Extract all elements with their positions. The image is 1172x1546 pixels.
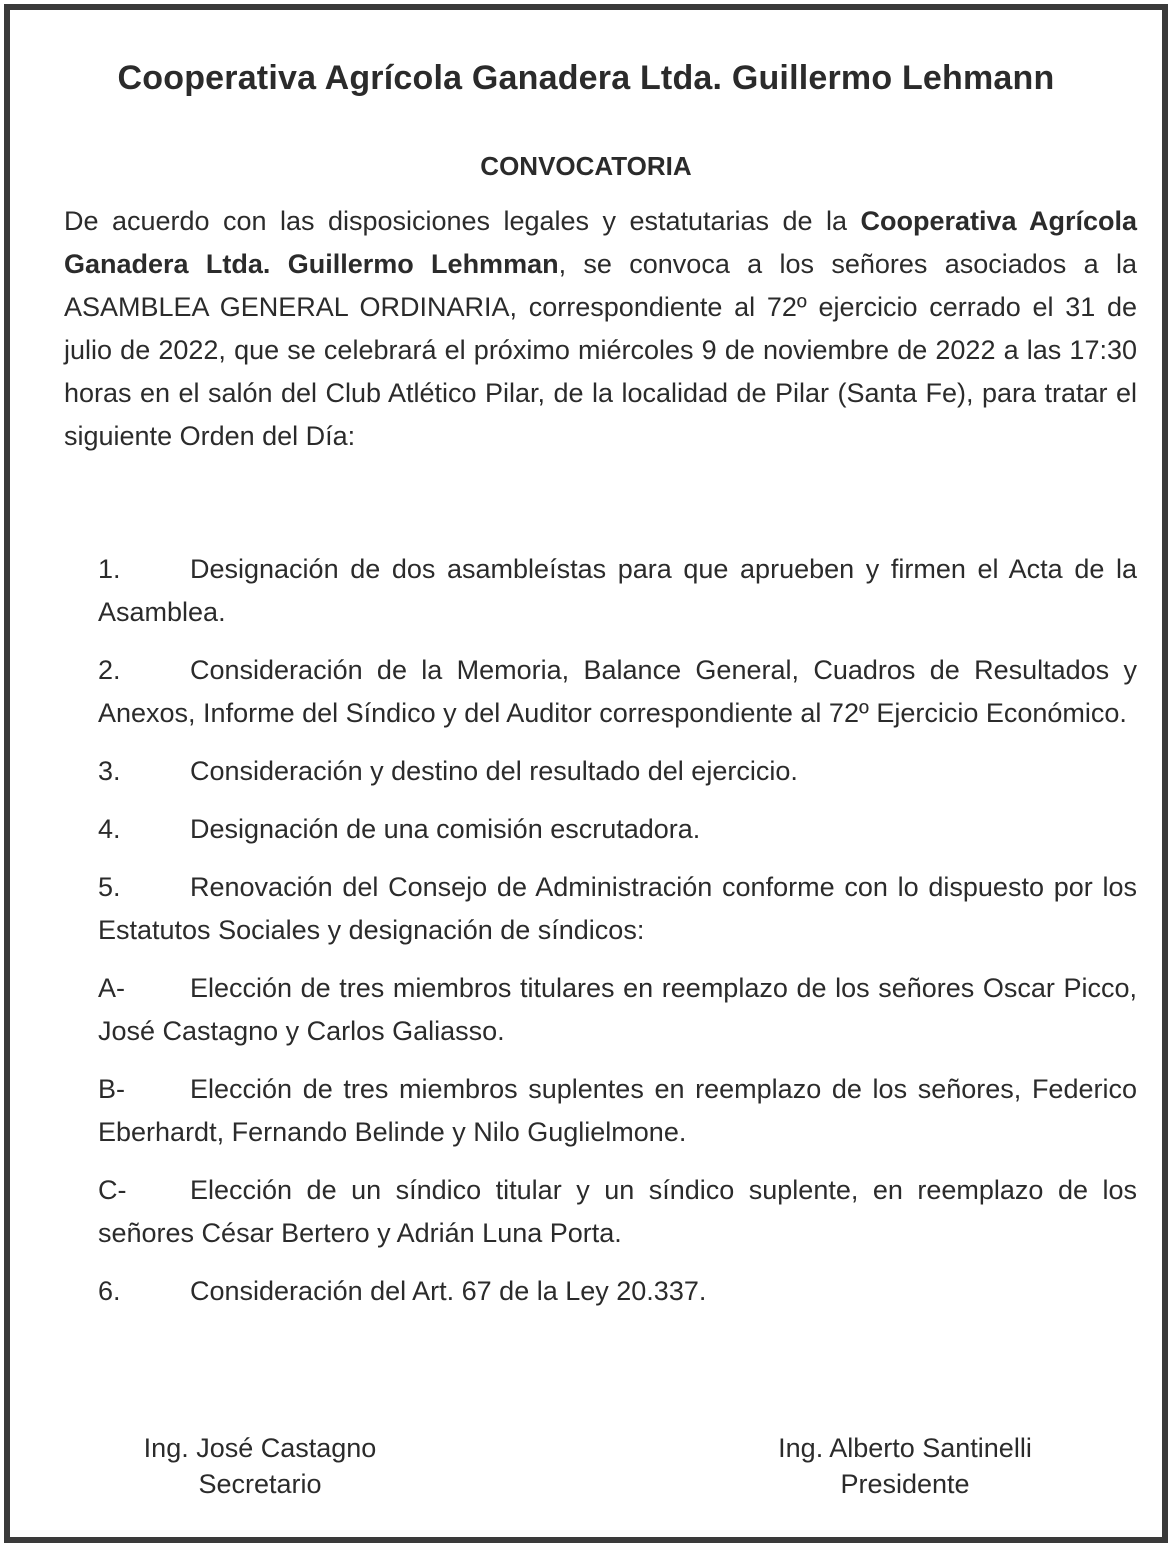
agenda-item: [98, 1270, 1137, 1313]
agenda-item: [98, 866, 1137, 952]
agenda-item-marker: 3.: [98, 756, 121, 786]
signature-president: [710, 1430, 1100, 1502]
agenda-subitem: [98, 1169, 1137, 1255]
agenda-item-marker: 2.: [98, 655, 121, 685]
agenda-subitem: [98, 967, 1137, 1053]
agenda-item: [98, 750, 1137, 793]
intro-cooperative-name: Cooperativa Agrícola Ganadera Ltda. Guillermo Lehmman: [64, 206, 1137, 279]
agenda-item-text: Consideración del Art. 67 de la Ley 20.337.: [190, 1276, 707, 1306]
agenda-item-text: Consideración y destino del resultado del ejercicio.: [190, 756, 798, 786]
agenda-item-text: Elección de tres miembros titulares en reemplazo de los señores Oscar Picco, José Castagno y Carlos Galiasso.: [98, 973, 1137, 1046]
agenda-item: [98, 548, 1137, 634]
agenda-item-text: Designación de una comisión escrutadora.: [190, 814, 701, 844]
agenda-list: [98, 548, 1137, 1328]
agenda-item-text: Elección de un síndico titular y un síndico suplente, en reemplazo de los señores César Bertero y Adrián Luna Porta.: [98, 1175, 1137, 1248]
agenda-item-text: Renovación del Consejo de Administración conforme con lo dispuesto por los Estatutos Sociales y designación de síndicos:: [98, 872, 1137, 945]
intro-paragraph: [64, 200, 1137, 458]
agenda-item-marker: 5.: [98, 872, 121, 902]
agenda-item-marker: 6.: [98, 1276, 121, 1306]
agenda-item-text: Consideración de la Memoria, Balance General, Cuadros de Resultados y Anexos, Informe del Síndico y del Auditor correspondiente al 72º Ejercicio Económico.: [98, 655, 1137, 728]
convocatoria-heading: CONVOCATORIA: [480, 151, 692, 181]
agenda-item-text: Designación de dos asambleístas para que aprueben y firmen el Acta de la Asamblea.: [98, 554, 1137, 627]
signature-secretary: [90, 1430, 430, 1502]
signature-name: Ing. Alberto Santinelli: [778, 1433, 1032, 1463]
signature-name: Ing. José Castagno: [143, 1433, 377, 1463]
signature-role: Secretario: [198, 1469, 322, 1499]
intro-text-start: De acuerdo con las disposiciones legales y estatutarias de la: [64, 206, 861, 236]
agenda-item-marker: A-: [98, 973, 125, 1003]
agenda-item-text: Elección de tres miembros suplentes en reemplazo de los señores, Federico Eberhardt, Fernando Belinde y Nilo Guglielmone.: [98, 1074, 1137, 1147]
agenda-item-marker: 4.: [98, 814, 121, 844]
agenda-item: [98, 649, 1137, 735]
document-title: Cooperativa Agrícola Ganadera Ltda. Guillermo Lehmann: [117, 59, 1055, 97]
signature-role: Presidente: [840, 1469, 970, 1499]
agenda-subitem: [98, 1068, 1137, 1154]
agenda-item: [98, 808, 1137, 851]
agenda-item-marker: C-: [98, 1175, 127, 1205]
agenda-item-marker: 1.: [98, 554, 121, 584]
agenda-item-marker: B-: [98, 1074, 125, 1104]
intro-text-end: , se convoca a los señores asociados a la ASAMBLEA GENERAL ORDINARIA, correspondiente al 72º ejercicio cerrado el 31 de julio de 2022, que se celebrará el próximo miércoles 9 de noviembre de 2022 a las 17:30 horas en el salón del Club Atlético Pilar, de la localidad de Pilar (Santa Fe), para tratar el siguiente Orden del Día:: [64, 249, 1137, 451]
document-frame: [4, 4, 1168, 1543]
